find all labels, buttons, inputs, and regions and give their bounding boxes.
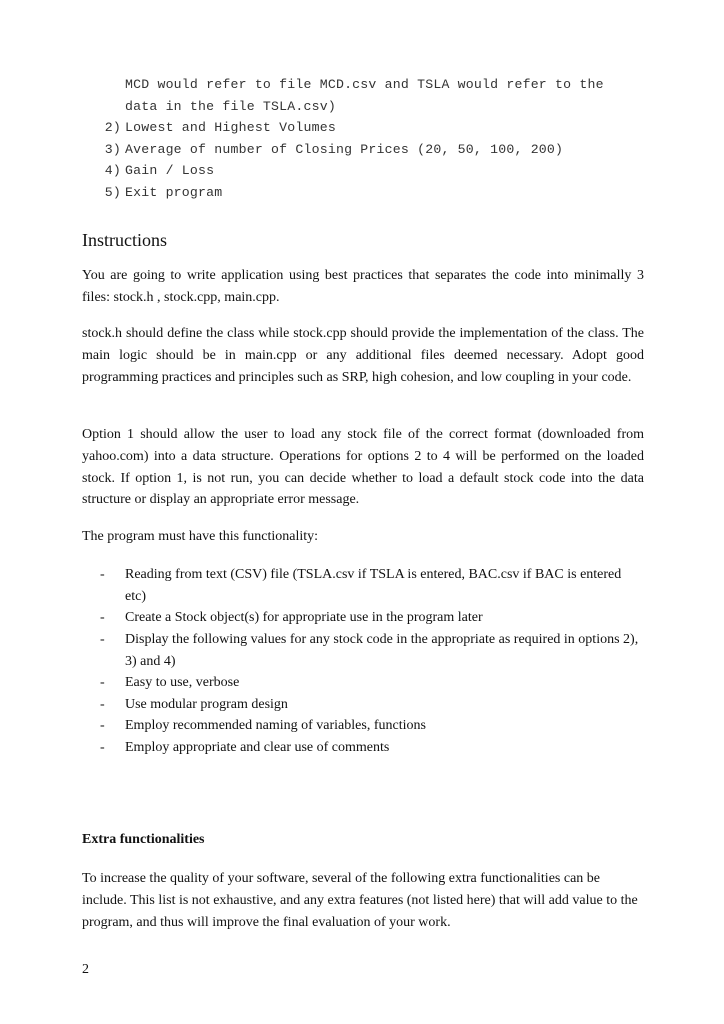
bullet-marker: - [100,740,105,755]
instructions-paragraph-2: stock.h should define the class while stock.cpp should provide the implementation of the class. The main logic should be in main.cpp or any additional files deemed necessary. Adopt good programming practices and principles such as SRP, high cohesion, and low coupling in your code. [82,326,644,385]
list-item-text: Employ appropriate and clear use of comments [125,740,390,755]
menu-item [99,160,214,182]
bullet-marker: - [100,675,105,690]
list-item-text: Display the following values for any stock code in the appropriate as required in options 2), 3) and 4) [125,632,639,669]
menu-item-number: 5) [104,185,121,200]
menu-item-number: 2) [104,120,121,135]
bullet-marker: - [100,697,105,712]
bullet-marker: - [100,632,105,647]
menu-continuation-line-1: MCD would refer to file MCD.csv and TSLA would refer to the [125,77,604,92]
list-item [100,737,644,759]
list-item [100,672,644,694]
bullet-marker: - [100,718,105,733]
menu-continuation-line-2: data in the file TSLA.csv) [125,99,336,114]
list-item-text: Use modular program design [125,697,288,712]
bullet-marker: - [100,567,105,582]
list-item [100,715,644,737]
menu-item [99,117,336,139]
instructions-paragraph-4: The program must have this functionality: [82,529,319,544]
bullet-marker: - [100,610,105,625]
list-item-text: Reading from text (CSV) file (TSLA.csv if TSLA is entered, BAC.csv if BAC is entered etc) [125,567,622,604]
menu-item-number: 4) [104,163,121,178]
list-item [100,629,644,673]
instructions-paragraph-1: You are going to write application using best practices that separates the code into minimally 3 files: stock.h , stock.cpp, main.cpp. [82,268,644,305]
page-number: 2 [82,962,89,977]
menu-item-label: Lowest and Highest Volumes [125,120,336,135]
extra-functionalities-heading: Extra functionalities [82,832,205,847]
menu-item-label: Average of number of Closing Prices (20, 50, 100, 200) [125,142,564,157]
list-item [100,564,644,608]
list-item-text: Easy to use, verbose [125,675,240,690]
list-item [100,694,644,716]
menu-item [99,182,222,204]
menu-item-label: Exit program [125,185,223,200]
instructions-paragraph-3: Option 1 should allow the user to load any stock file of the correct format (downloaded from yahoo.com) into a data structure. Operations for options 2 to 4 will be performed on the loaded stock. If option 1, is not run, you can decide whether to load a default stock code into the data structure or display an appropriate error message. [82,427,644,508]
list-item-text: Create a Stock object(s) for appropriate use in the program later [125,610,483,625]
instructions-heading: Instructions [82,230,167,250]
menu-item-label: Gain / Loss [125,163,215,178]
menu-item [99,139,563,161]
list-item-text: Employ recommended naming of variables, functions [125,718,426,733]
list-item [100,607,644,629]
menu-item-number: 3) [104,142,121,157]
extra-functionalities-paragraph: To increase the quality of your software, several of the following extra functionalities can be include. This list is not exhaustive, and any extra features (not listed here) that will add value to the program, and thus will improve the final evaluation of your work. [82,871,638,930]
